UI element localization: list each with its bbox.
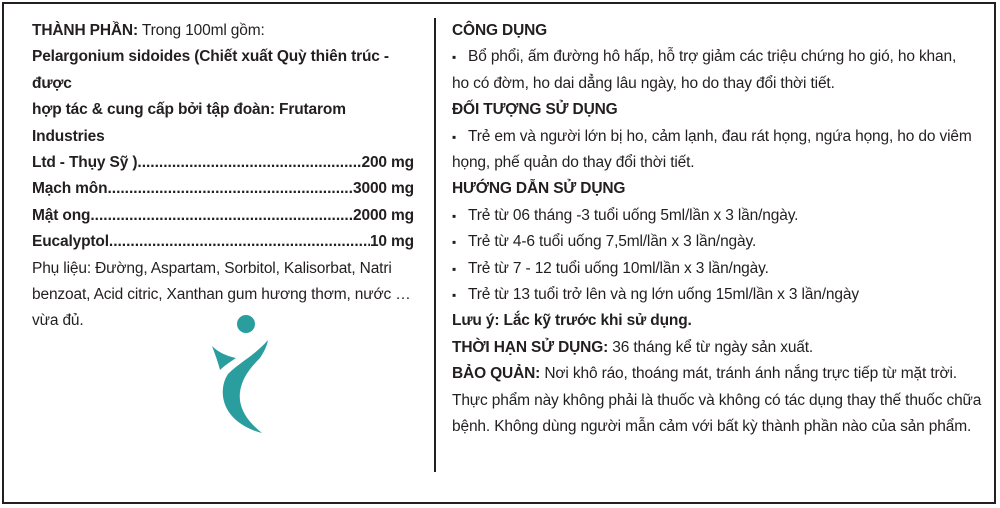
ingredients-heading-line: [32, 18, 414, 44]
target-line-2: họng, phế quản do thay đổi thời tiết.: [452, 154, 695, 172]
ingredient-name: Ltd - Thụy Sỹ ): [32, 154, 138, 172]
storage-label: BẢO QUẢN:: [452, 365, 541, 383]
ingredient-amount: 200 mg: [361, 154, 414, 172]
ingredient-amount: 10 mg: [369, 233, 414, 251]
ingredient-name: Mật ong: [32, 206, 91, 224]
ingredient-name: Mạch môn: [32, 180, 108, 198]
usage-heading: HƯỚNG DẪN SỬ DỤNG: [452, 180, 626, 198]
uses-line-2: ho có đờm, ho dai dẳng lâu ngày, ho do thay đổi thời tiết.: [452, 74, 835, 92]
storage-line: [452, 361, 982, 387]
ingredients-heading: THÀNH PHẦN:: [32, 22, 138, 39]
ingredient-row: [32, 203, 414, 229]
ingredient-amount: 3000 mg: [353, 180, 414, 198]
bullet-icon: [452, 286, 468, 303]
ingredient-amount: 2000 mg: [353, 206, 414, 224]
pelargonium-line-1: Pelargonium sidoides (Chiết xuất Quỳ thiên trúc - được: [32, 48, 389, 92]
usage-item: ▪ Trẻ từ 4-6 tuổi uống 7,5ml/lần x 3 lần/ngày.: [452, 229, 982, 255]
bullet-icon: [452, 207, 468, 224]
shelf-life-label: THỜI HẠN SỬ DỤNG:: [452, 338, 609, 356]
note: Lưu ý: Lắc kỹ trước khi sử dụng.: [452, 312, 692, 330]
ingredient-name: Eucalyptol: [32, 233, 109, 251]
bullet-icon: [452, 48, 468, 65]
ingredients-heading-rest: Trong 100ml gồm:: [137, 22, 265, 39]
ingredients-column: [32, 18, 414, 335]
excipients-line-2: benzoat, Acid citric, Xanthan gum hương thơm, nước …: [32, 286, 411, 304]
ingredient-row: [32, 229, 414, 255]
usage-item: ▪ Trẻ từ 13 tuổi trở lên và ng lớn uống 15ml/lần x 3 lần/ngày: [452, 282, 982, 308]
person-logo-icon: [210, 312, 272, 434]
excipients-line-3: vừa đủ.: [32, 312, 84, 330]
uses-line-1: ▪ Bổ phổi, ấm đường hô hấp, hỗ trợ giảm các triệu chứng ho gió, ho khan,: [452, 44, 982, 70]
uses-heading: CÔNG DỤNG: [452, 22, 548, 39]
shelf-life-value: 36 tháng kể từ ngày sản xuất.: [608, 338, 814, 356]
pelargonium-line-2: hợp tác & cung cấp bởi tập đoàn: Frutarom Industries: [32, 101, 346, 145]
usage-item: ▪ Trẻ từ 06 tháng -3 tuổi uống 5ml/lần x 3 lần/ngày.: [452, 203, 982, 229]
bullet-icon: [452, 260, 468, 277]
disclaimer-line-1: Thực phẩm này không phải là thuốc và không có tác dụng thay thế thuốc chữa: [452, 391, 982, 409]
ingredient-row: [32, 150, 414, 176]
ingredient-row: [32, 176, 414, 202]
bullet-icon: [452, 233, 468, 250]
label-panel: [2, 2, 996, 504]
excipients-line-1: Phụ liệu: Đường, Aspartam, Sorbitol, Kalisorbat, Natri: [32, 259, 392, 277]
shelf-life-line: [452, 335, 982, 361]
bullet-icon: [452, 128, 468, 145]
target-heading: ĐỐI TƯỢNG SỬ DỤNG: [452, 101, 618, 119]
disclaimer-line-2: bệnh. Không dùng người mẫn cảm với bất kỳ thành phần nào của sản phẩm.: [452, 418, 972, 436]
info-column: [452, 18, 982, 441]
usage-item: ▪ Trẻ từ 7 - 12 tuổi uống 10ml/lần x 3 lần/ngày.: [452, 256, 982, 282]
column-divider: [434, 18, 436, 472]
storage-value: Nơi khô ráo, thoáng mát, tránh ánh nắng trực tiếp từ mặt trời.: [540, 365, 957, 383]
target-line-1: ▪ Trẻ em và người lớn bị ho, cảm lạnh, đau rát họng, ngứa họng, ho do viêm: [452, 124, 982, 150]
